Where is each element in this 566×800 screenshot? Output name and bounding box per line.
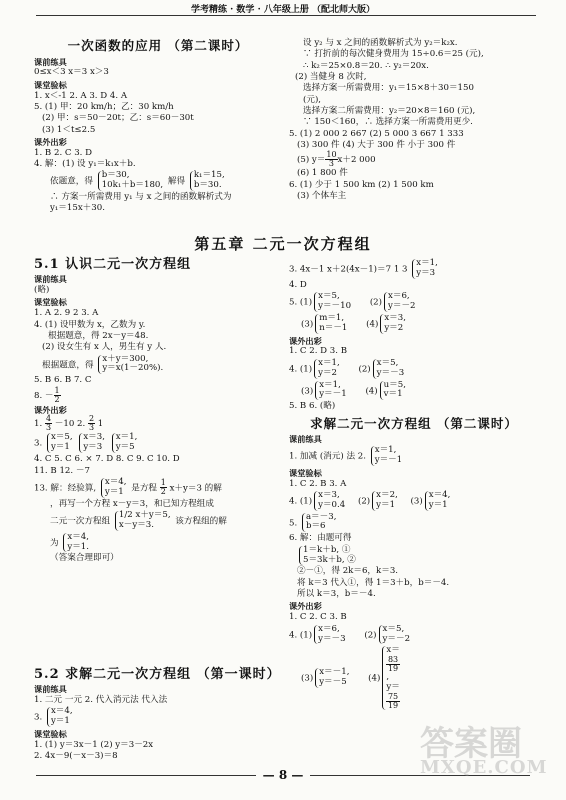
section-5-1 [34,256,282,565]
answer-line: 1. x＜-1 2. A 3. D 4. A [34,90,128,101]
equation-system: k₁＝15, b＝30. [190,171,225,191]
answer-line: 根据题意，得 x＋y＝300, y＝x(1－20%). [42,353,164,374]
section-title: 5.1 认识二元一次方程组 [34,257,192,272]
answer-line: 1. 加减 (消元) 法 2. x＝1, y＝－1 [289,444,403,465]
equation-system: x＝3, y＝3 [79,433,105,453]
watermark-logo: 答案圈 [420,724,522,764]
label-pre: 课前练具 [289,434,322,445]
answer-line: y₁＝15x＋30. [50,203,105,214]
equation-system: x＝1, y＝2 [314,359,340,379]
fraction: $\frac{2}{3}$ [88,414,95,433]
equation-system: 1＝k＋b, ① 5＝3k＋b, ② [299,546,356,566]
answer-line: (5) y＝ $\frac{10}{3}$ x＋2 000 [297,150,376,169]
equation-system: x＝4, y＝1 [101,478,127,498]
answer-line: 1. $\frac{4}{3}$ －10 2. $\frac{2}{3}$ 1 [34,414,104,433]
answer-line: 将 k＝3 代入①，得 1＝3＋b，b＝－4. [297,577,450,588]
label-extra: 课外出彩 [34,136,67,147]
equation-system: x＝ 83 19 , y＝ 75 19 [382,646,399,710]
answer-line: 选择方案二所需费用：y₂＝20×8＝160 (元), [303,106,476,117]
fraction: $\frac{10}{3}$ [326,150,337,169]
answer-line: (3) 300 件 (4) 大于 300 件 小于 300 件 [297,140,456,151]
answer-line: 选择方案一所需费用：y₁＝15×8＋30＝150 [303,83,474,94]
section-title: 求解二元一次方程组 （第二课时） [310,415,518,431]
equation-system: x＝4, y＝1 [425,491,451,511]
answer-line: 4. 解：(1) 设 y₁＝k₁x＋b. [34,159,136,170]
answer-line: 4. (1) 设甲数为 x，乙数为 y. [34,319,146,330]
answer-line: 11. B 12. －7 [34,465,90,476]
answer-line: 二元一次方程组 1/2 x＋y＝5, x－y＝3. 该方程组的解 [50,509,227,530]
label-extra: 课外出彩 [34,404,67,415]
fraction: $\frac{1}{2}$ [54,385,60,404]
answer-line: ∴ k₂＝25×0.8＝20. ∴ y₂＝20x. [303,60,429,71]
answer-line: 4. (1) x＝3, y＝0.4 (2) x＝2, y＝1 (3) x＝4, y＝1 [289,489,451,510]
answer-line: 所以 k＝3，b＝－4. [297,589,376,600]
top-left-column [34,38,282,215]
equation-system: x＝1, y＝5 [112,433,138,453]
equation-system: x＝4, y＝1 [47,707,73,727]
right-lower-column [289,258,539,711]
answer-line: (3) m＝1, n＝－1 (4) x＝3, y＝2 [301,312,406,333]
answer-line: ∵ 150＜160，∴ 选择方案一所需费用更少. [303,117,473,128]
equation-system: x＝5, y＝－3 [373,359,405,379]
equation-system: a＝－3, b＝6 [302,513,337,533]
answer-line: 6. 解：由题可得 [289,533,352,544]
header-divider [36,15,536,16]
page-number: — 8 — [262,768,304,782]
fraction: $\frac{4}{3}$ [45,414,52,433]
section-title: 一次函数的应用 （第二课时） [67,38,249,53]
answer-line: 1. C 2. B 3. A [289,478,347,489]
answer-line: (2) 甲：s＝50－20t；乙：s＝60－30t [42,113,194,124]
answer-line: 0≤x＜3 x＝3 x＞3 [34,67,109,78]
answer-line: 5. (1) 甲：20 km/h；乙：30 km/h [34,101,174,112]
answer-line: (2) 当健身 8 次时, [295,72,367,83]
label-class: 课堂验标 [34,729,67,740]
answer-line: ，再写一个方程 x－y＝3，和已知方程组成 [50,498,214,509]
answer-line: 13. 解：经验算, x＝4, y＝1 是方程 $\frac{1}{2}$ x＋y＝3 的解 [34,476,222,497]
text: 解得 [167,176,186,187]
equation-system: x＝5, y＝－2 [379,625,411,645]
chapter-title: 第五章 二元一次方程组 [194,235,372,253]
answer-line: 1. C 2. D 3. B [289,346,348,357]
label-pre: 课前练具 [34,684,67,695]
answer-line: 3. x＝5, y＝1 x＝3, y＝3 x＝1, y＝5 [34,432,138,453]
equation-system: x＝2, y＝1 [372,491,398,511]
label-pre: 课前练具 [34,274,67,285]
answer-line: 4. C 5. C 6. × 7. D 8. C 9. C 10. D [34,454,180,465]
answer-line: 5. B 6. (略) [289,401,336,412]
answer-line: (略) [34,284,50,295]
equation-system: x＝4, y＝1. [63,533,89,553]
fraction: $\frac{1}{2}$ [160,478,166,497]
equation-system: x＝－1, y＝－5 [315,668,349,688]
equation-system: x＝5, y＝－10 [314,292,351,312]
section-title: 5.2 求解二元一次方程组 （第一课时） [34,667,281,682]
top-right-column [289,38,539,202]
answer-line: 2. 4x－9(－x－3)＝8 [34,751,118,762]
equation-system: x＝6, y＝－3 [314,625,346,645]
label-pre: 课前练具 [34,56,67,67]
section-5-2 [34,666,282,763]
answer-line: ∵ 打折前的每次健身费用为 15÷0.6＝25 (元), [303,49,484,60]
answer-line: 5. (1) x＝5, y＝－10 (2) x＝6, y＝－2 [289,291,416,311]
answer-line: ∴ 方案一所需费用 y₁ 与 x 之间的函数解析式为 [50,192,232,203]
answer-line: 8. － $\frac{1}{2}$ [34,385,60,404]
page-header: 学考精练 · 数学 · 八年级上册 （配北师大版） [191,5,375,15]
answer-line: 为 x＝4, y＝1. [50,531,89,552]
watermark-url: MXQE.COM [420,757,548,778]
fraction: 75 19 [387,692,399,711]
equation-system: 1/2 x＋y＝5, x－y＝3. [115,511,171,531]
answer-line: (3) 个体车主 [297,191,347,202]
label-class: 课堂验标 [34,79,67,90]
answer-line: (3) x＝1, y＝－1 (4) u＝5, v＝1 [301,379,406,400]
answer-line: 设 y₂ 与 x 之间的函数解析式为 y₂＝k₂x. [303,38,458,48]
answer-line: (6) 1 800 件 [297,168,348,179]
answer-line: 4. D [289,279,307,290]
answer-line: 1. B 2. C 3. D [34,147,93,158]
equation-system: x＝3, y＝2 [380,314,406,334]
equation-system: x＝1, y＝－1 [371,446,403,466]
equation-system: x＝1, y＝－1 [315,381,347,401]
equation-system: x＋y＝300, y＝x(1－20%). [98,355,163,375]
answer-line: (元), [303,94,322,105]
answer-line: 1. A 2. 9 2 3. A [34,308,99,319]
equation-system: m＝1, n＝－1 [315,314,347,334]
answer-line: 3. x＝4, y＝1 [34,706,73,727]
answer-line: (3) 1＜t≤2.5 [42,124,96,135]
answer-line: 5. a＝－3, b＝6 [289,511,337,532]
answer-line: 4. (1) x＝6, y＝－3 (2) x＝5, y＝－2 [289,623,411,644]
answer-line: 1. (1) y＝3x－1 (2) y＝3－2x [34,739,154,750]
answer-line: 3. 4x－1 x＋2(4x－1)＝7 1 3 x＝1, y＝3 [289,258,438,278]
label-class: 课堂验标 [289,467,322,478]
equation-system: x＝5, y＝1 [47,433,73,453]
equation-system: x＝3, y＝0.4 [314,491,345,511]
answer-line: 4. (1) x＝1, y＝2 (2) x＝5, y＝－3 [289,357,405,378]
label-class: 课堂验标 [34,297,67,308]
answer-line: (3) x＝－1, y＝－5 (4) x＝ 83 19 , y＝ 75 19 [301,645,400,711]
answer-line: 根据题意，得 2x－y＝48. [48,330,149,341]
answer-line: 6. (1) 少于 1 500 km (2) 1 500 km [289,179,434,190]
answer-line: 1. C 2. C 3. B [289,612,347,623]
equation-system: x＝1, y＝3 [412,259,438,279]
label-extra: 课外出彩 [289,601,322,612]
equation-system: u＝5, v＝1 [380,381,406,401]
answer-line [34,170,282,192]
fraction: 83 19 [387,655,399,674]
answer-line: 1. 二元 一元 2. 代入消元法 代入法 [34,694,168,705]
answer-line: 5. (1) 2 000 2 667 (2) 5 000 3 667 1 333 [289,128,464,139]
answer-line: 5. B 6. B 7. C [34,375,92,386]
equation-system: b＝30, 10k₁＋b＝180, [98,171,163,191]
text: 依题意，得 [50,176,93,187]
answer-line [289,545,539,567]
answer-line: ②－①，得 2k＝6，k＝3. [297,566,399,577]
answer-line: (2) 设女生有 x 人，男生有 y 人. [42,342,167,353]
equation-system: x＝6, y＝－2 [384,292,416,312]
answer-line: （答案合理即可） [50,553,119,564]
label-extra: 课外出彩 [289,335,322,346]
